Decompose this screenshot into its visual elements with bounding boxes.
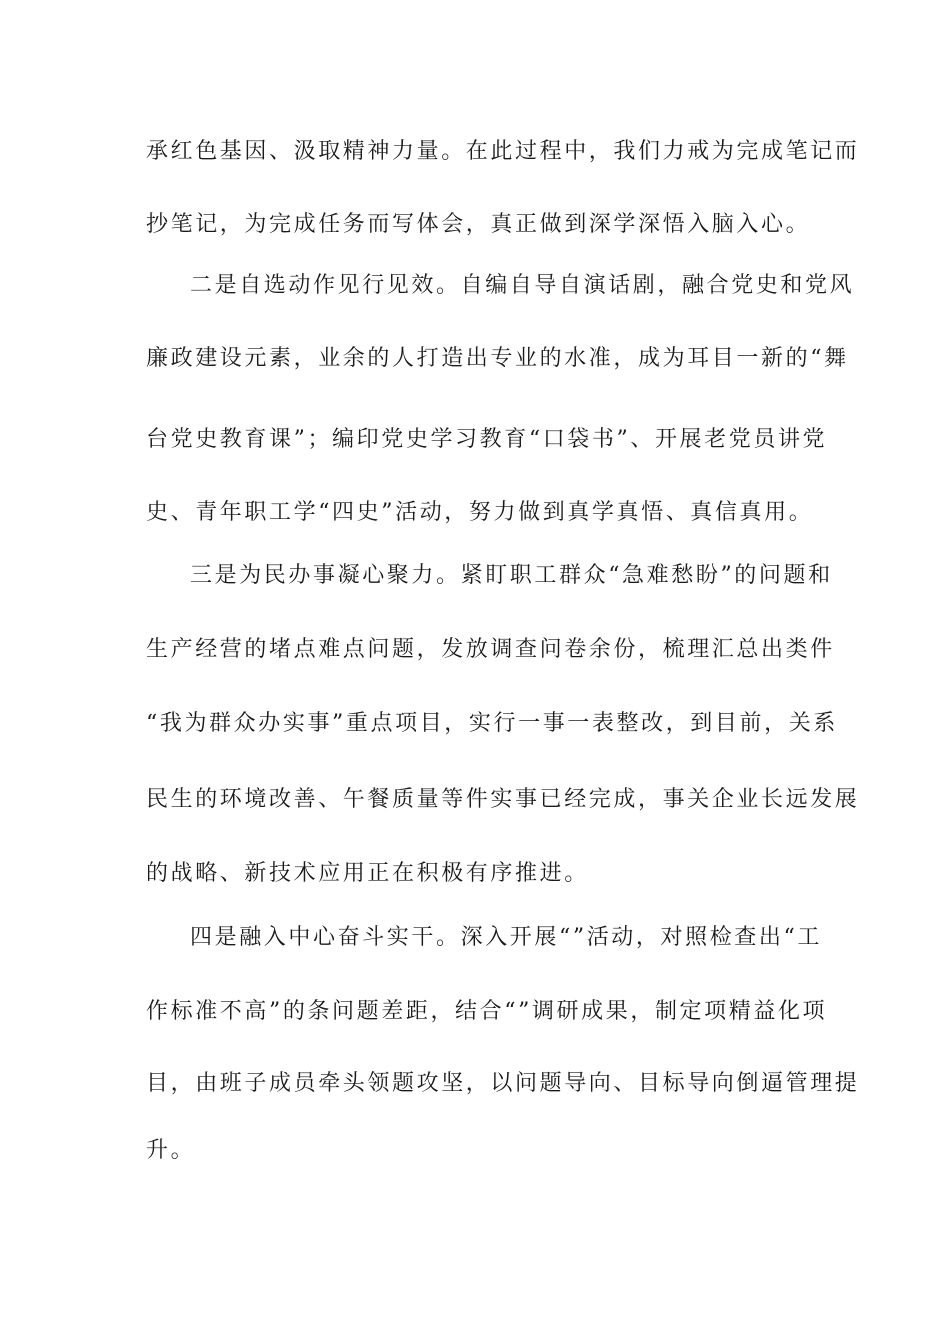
paragraph-4-line-3: 目，由班子成员牵头领题攻坚，以问题导向、目标导向倒逼管理提	[146, 1071, 860, 1096]
paragraph-4-line-4: 升。	[146, 1138, 196, 1163]
paragraph-3-line-5: 的战略、新技术应用正在积极有序推进。	[146, 861, 589, 886]
paragraph-4-line-1: 四是融入中心奋斗实干。深入开展“”活动，对照检查出“工	[190, 925, 822, 950]
paragraph-2-line-1: 二是自选动作见行见效。自编自导自演话剧，融合党史和党风	[190, 273, 855, 298]
paragraph-1-line-2: 抄笔记，为完成任务而写体会，真正做到深学深悟入脑入心。	[146, 212, 811, 237]
paragraph-2-line-2: 廉政建设元素，业余的人打造出专业的水准，成为耳目一新的“舞	[146, 346, 849, 371]
paragraph-4-line-2: 作标准不高”的条问题差距，结合“”调研成果，制定项精益化项	[146, 999, 828, 1024]
paragraph-3-line-2: 生产经营的堵点难点问题，发放调查问卷余份，梳理汇总出类件	[146, 637, 835, 662]
paragraph-2-line-3: 台党史教育课”；编印党史学习教育“口袋书”、开展老党员讲党	[146, 427, 828, 452]
paragraph-3-line-4: 民生的环境改善、午餐质量等件实事已经完成，事关企业长远发展	[146, 787, 860, 812]
paragraph-1-line-1: 承红色基因、汲取精神力量。在此过程中，我们力戒为完成笔记而	[146, 139, 860, 164]
paragraph-3-line-1: 三是为民办事凝心聚力。紧盯职工群众“急难愁盼”的问题和	[190, 563, 833, 588]
paragraph-2-line-4: 史、青年职工学“四史”活动，努力做到真学真悟、真信真用。	[146, 500, 814, 525]
paragraph-3-line-3: “我为群众办实事”重点项目，实行一事一表整改，到目前，关系	[146, 711, 838, 736]
